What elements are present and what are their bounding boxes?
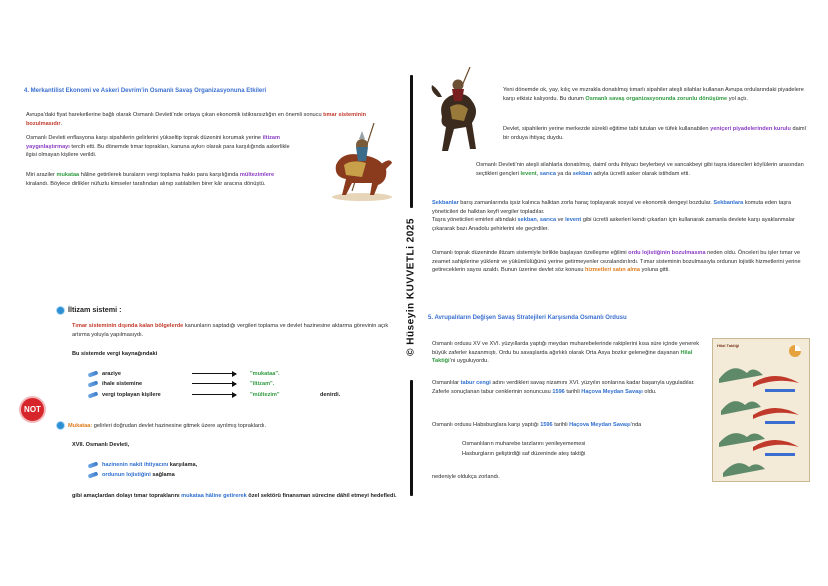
- r-p1-highlight: Osmanlı savaş organizasyonunda zorunlu dönüşüme: [585, 95, 728, 102]
- watermark-text: © Hüseyin KUVVETLi 2025: [405, 218, 417, 356]
- iltizam-definition: [72, 322, 390, 339]
- r-p5-text-e: yoluna gitti.: [640, 267, 670, 274]
- arrow-right-icon: [192, 394, 236, 395]
- closing-text-a: gibi amaçlardan dolayı tımar topraklarını: [72, 493, 182, 499]
- century-item-highlight: ordunun lojistiğini: [102, 472, 151, 478]
- pen-icon: [88, 370, 99, 377]
- r-p2-text-c: daimî bir orduya ihtiyaç duydu.: [503, 126, 807, 141]
- tax-row-1: [88, 370, 280, 379]
- century-item-2: [88, 471, 175, 480]
- section-4-title: 4. Merkantilist Ekonomi ve Askeri Devrim’in Osmanlı Savaş Organizasyonuna Etkileri: [24, 88, 267, 94]
- r-p3-sarica: sarıca: [539, 170, 556, 177]
- r-p7-text-c: adını verdikleri savaş nizamını XVI. yüzyılın sonlarına kadar başarıyla uyguladılar. Zaferle sonuçlanan tabur cenklerinin sonuncusu: [432, 380, 695, 395]
- rearing-horseman-illustration: [420, 67, 498, 155]
- r-p8-hacova: Haçova Meydan Savaşı: [569, 422, 631, 428]
- tax-suffix: denirdi.: [320, 392, 341, 398]
- right-paragraph-7: [432, 379, 708, 396]
- r-p8-text-e: ’nda: [630, 422, 642, 428]
- century-item-highlight: hazinenin nakit ihtiyacını: [102, 462, 169, 468]
- r-p4-text-b: barış zamanlarında işsiz kalınca halktan zorla haraç toplayarak sosyal ve ekonomik dengeyi bozdular.: [458, 200, 714, 206]
- r-p3-text-c: ,: [536, 170, 540, 177]
- p2-text-a: Osmanlı Devleti enflasyona karşı sipahilerin gelirlerini yükseltip toprak düzenini korumak yerine: [26, 135, 263, 141]
- right-paragraph-3: [476, 161, 807, 178]
- arrow-right-icon: [192, 383, 236, 384]
- p2-highlight: iltizam yaygınlaştırmayı: [26, 135, 281, 150]
- p3-text-a: Miri araziler: [26, 172, 57, 178]
- pen-icon: [88, 461, 99, 468]
- r-p5-highlight: ordu lojistiğinin bozulmasına: [628, 250, 706, 256]
- r-p4-text-d: komuta eden taşra yöneticileri de halktan keyfi vergiler topladılar.: [432, 200, 792, 215]
- r-p7-tabur: tabur cengi: [460, 380, 491, 386]
- tax-row-label: vergi toplayan kişilere: [102, 392, 161, 398]
- section-5-title: 5. Avrupalıların Değişen Savaş Stratejileri Karşısında Osmanlı Ordusu: [428, 315, 627, 321]
- r-p4-text-i: ve: [556, 217, 566, 224]
- r-p4-text-e: Taşra yöneticileri emirleri altındaki: [432, 217, 518, 224]
- hilal-tactic-map: [712, 338, 810, 482]
- tax-row-label: araziye: [102, 371, 121, 377]
- r-p8-text-c: tarihli: [552, 422, 570, 428]
- paragraph-3: [26, 171, 298, 188]
- r-p5-highlight-2: hizmetleri satın alma: [584, 267, 641, 274]
- info-bullet-icon: [56, 421, 65, 430]
- r-p5-text-c: neden oldu. Önceleri bu işler tımar ve zeamet sahiplerine yüklenir ve yükümlülüğünü yerine getirmeyenler cezalandırılırdı. Tımar sisteminin bozulmasıyla ordunun lojistik hizmetlerini yerine getireceklerin sayısı azaldı. Bunun üzerine devlet söz konusu: [432, 250, 801, 274]
- watermark: [404, 208, 418, 366]
- p3-mukataa: mukataa: [56, 172, 80, 178]
- paragraph-2: [26, 134, 298, 160]
- r-p8-text-a: Osmanlı ordusu Habsburglara karşı yaptığı: [432, 422, 541, 428]
- not-badge: NOT: [19, 396, 46, 423]
- center-divider-top: [410, 75, 413, 208]
- tax-row-value: "iltizam".: [250, 381, 275, 387]
- p3-text-c: hâline getirilerek buraların vergi toplama hakkı para karşılığında: [79, 172, 240, 178]
- r-p3-sekban: sekban: [572, 170, 593, 177]
- iltizam-def-text: kanunların saptadığı vergileri toplama ve devlet hazinesine aktarma görevinin açık artırma yoluyla yapılmasıydı.: [72, 323, 389, 338]
- r-p3-levent: levent: [520, 170, 537, 177]
- century-line: XVII. Osmanlı Devleti,: [72, 442, 130, 448]
- r-p2-highlight: yeniçeri piyadelerinden kurulu: [710, 126, 791, 132]
- info-bullet-icon: [56, 306, 65, 315]
- mukataa-definition: [56, 421, 386, 431]
- r-p4-levent: levent: [565, 217, 582, 224]
- arrow-right-icon: [192, 373, 236, 374]
- r-p7-text-e: tarihli: [564, 388, 582, 395]
- iltizam-def-highlight: Tımar sisteminin dışında kalan bölgelerde: [72, 323, 184, 329]
- iltizam-heading-text: İltizam sistemi :: [68, 305, 122, 314]
- tax-row-label: ihale sistemine: [102, 381, 143, 387]
- right-paragraph-1: [503, 86, 807, 103]
- r-p8-year: 1596: [540, 422, 553, 428]
- center-divider-bottom: [410, 380, 413, 496]
- p3-text-e: kiralandı. Böylece dirlikler nüfuzlu kimseler tarafından alınıp satılabilen birer kâr aracına dönüştü.: [26, 180, 266, 187]
- r-p3-text-a: Osmanlı Devleti’nin ateşli silahlarla donatılmış, daimî ordu ihtiyacı beylerbeyi ve sancakbeyi gibi taşra idarecileri köylülerin arasından seçtikleri gençleri: [476, 162, 804, 177]
- closing-highlight: mukataa hâline getirerek: [181, 493, 247, 499]
- r-p5-text-a: Osmanlı toprak düzeninde iltizam sistemiyle birlikte başlayan özelleşme eğilimi: [432, 250, 629, 256]
- battle-formation-diagram: [713, 339, 809, 481]
- pen-icon: [88, 471, 99, 478]
- quote-line-2: Hasburgların geliştirdiği saf düzeninde ateş taktiği: [462, 451, 586, 457]
- r-p1-text-a: Yeni dönemde ok, yay, kılıç ve mızrakla donatılmış tımarlı sipahiler ateşli silahlar kullanan Avrupa ordularındaki piyadelere karşı etkisiz kalıyordu. Bu durum: [503, 87, 804, 102]
- mukataa-def-text: gelirleri doğrudan devlet hazinesine gitmek üzere ayrılmış topraklardı.: [92, 422, 267, 429]
- r-p1-text-c: yol açtı.: [727, 95, 748, 102]
- r-p6-highlight: Hilal Taktiği: [432, 349, 693, 365]
- right-paragraph-4: [432, 199, 807, 233]
- r-p2-text-a: Devlet, sipahilerin yerine merkezde sürekli eğitime tabi tutulan ve tüfek kullanabilen: [503, 126, 711, 132]
- sipahi-horseman-illustration: [322, 121, 402, 203]
- iltizam-heading: [56, 305, 122, 315]
- closing-paragraph: [72, 492, 398, 501]
- r-p4-sekban: sekban: [517, 217, 537, 224]
- p1-text-c: .: [60, 120, 63, 127]
- r-p3-text-e: ya da: [555, 170, 573, 177]
- century-item-text: karşılama,: [168, 462, 198, 468]
- r-p7-hacova: Haçova Meydan Savaşı: [581, 388, 643, 395]
- p2-text-c: tercih etti. Bu dönemde tımar toprakları, kanuna aykırı olarak para karşılığında askerlikle ilgisi olmayan kişilere verildi.: [26, 143, 290, 159]
- r-p4-text-g: ,: [536, 217, 540, 224]
- tax-row-value: "mültezim": [250, 392, 280, 398]
- p1-text-a: Avrupa’daki fiyat hareketlerine bağlı olarak Osmanlı Devleti’nde ortaya çıkan ekonomik istikrarsızlığın en önemli sonucu: [26, 112, 324, 118]
- right-paragraph-5: [432, 249, 807, 275]
- r-p7-year: 1596: [552, 388, 565, 395]
- tax-row-2: [88, 380, 274, 389]
- right-paragraph-8: [432, 421, 708, 430]
- pen-icon: [88, 380, 99, 387]
- tax-intro: Bu sistemde vergi kaynağındaki: [72, 351, 158, 357]
- p1-highlight: tımar sisteminin bozulmasıdır: [26, 112, 367, 127]
- r-p4-sekbanlar: Sekbanlar: [432, 200, 459, 206]
- tax-row-3: [88, 391, 280, 400]
- r-p3-text-g: adıyla ücretli asker olarak istihdam etti.: [592, 170, 690, 177]
- map-label: Hilal Taktiği: [717, 343, 740, 348]
- right-paragraph-2: [503, 125, 807, 142]
- r-p7-text-g: oldu.: [642, 388, 657, 395]
- mukataa-term: Mukataa:: [68, 422, 93, 429]
- century-item-text: sağlama: [150, 472, 175, 478]
- r-p6-text-c: ’ni uyguluyordu.: [449, 358, 489, 365]
- right-paragraph-9: nedeniyle oldukça zorlandı.: [432, 474, 500, 480]
- r-p4-sekbanlara: Sekbanlara: [713, 200, 744, 206]
- r-p6-text-a: Osmanlı ordusu XV ve XVI. yüzyıllarda yaptığı meydan muharebelerinde rakiplerini kısa süre içinde yenerek büyük zaferler kazanmıştı. Ordu bu savaşlarda ağırlıklı olarak Orta Asya bozkır geleneğine dayanan: [432, 341, 700, 356]
- p3-multezim: mültezimlere: [239, 172, 275, 178]
- r-p4-text-k: gibi ücretli askerleri kendi çıkarları için kullanarak zamanla devlete karşı ayaklanmalar çıkararak bazı Anadolu şehirlerini ele geçirdiler.: [432, 217, 795, 232]
- right-paragraph-6: [432, 340, 708, 366]
- r-p7-text-a: Osmanlılar: [432, 380, 461, 386]
- r-p4-sarica: sarıca: [539, 217, 557, 224]
- tax-row-value: "mukataa".: [250, 371, 280, 377]
- century-item-1: [88, 461, 197, 470]
- pen-icon: [88, 391, 99, 398]
- quote-line-1: Osmanlıların muharebe tarzlarını yenileyememesi: [462, 441, 586, 447]
- closing-text-c: özel sektörü finansman sürecine dâhil etmeyi hedefledi.: [246, 493, 397, 499]
